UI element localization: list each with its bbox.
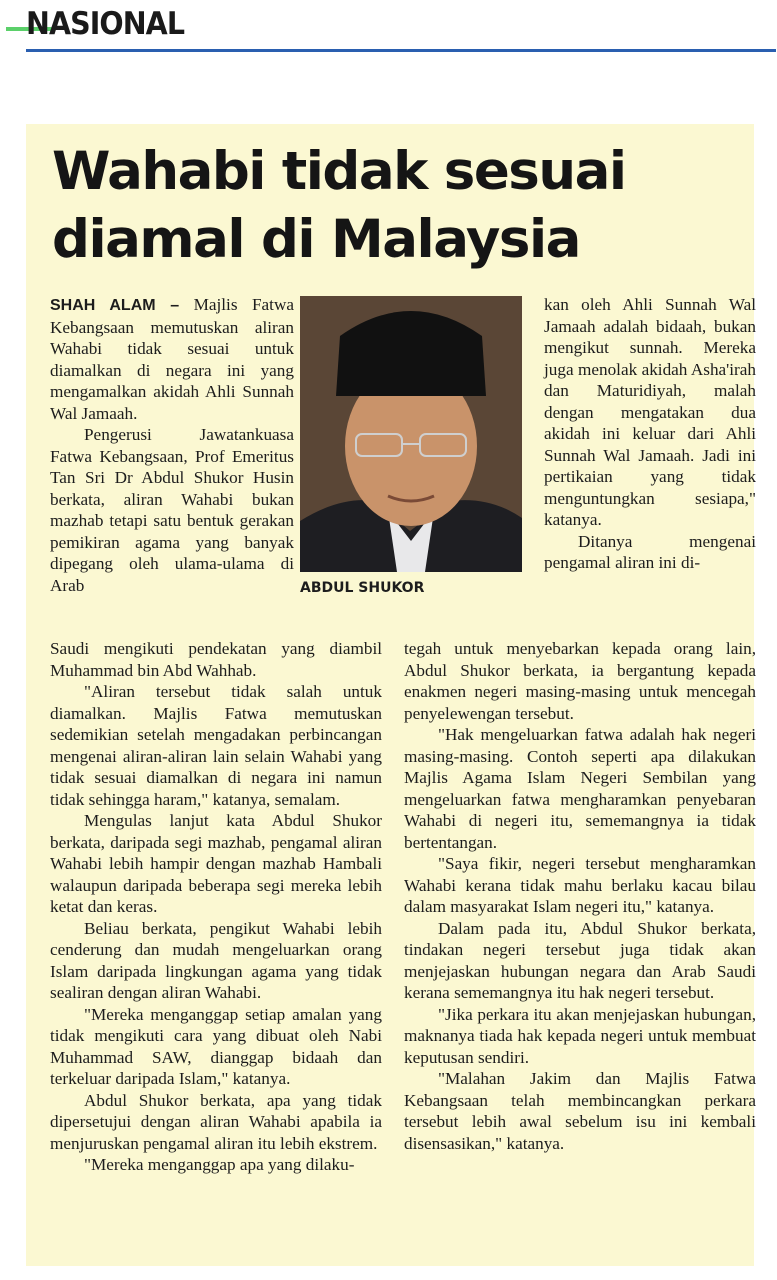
paragraph: Beliau berkata, pengikut Wahabi lebih cenderung dan mudah mengeluarkan orang Islam daripada lingkungan agama yang tidak sealiran dengan aliran Wahabi.	[50, 918, 382, 1002]
headline: Wahabi tidak sesuai diamal di Malaysia	[52, 141, 626, 270]
paragraph: Ditanya mengenai pengamal aliran ini di-	[544, 531, 756, 572]
paragraph: Abdul Shukor berkata, apa yang tidak dipersetujui dengan aliran Wahabi apabila ia menjuruskan pengamal aliran itu lebih ekstrem.	[50, 1090, 382, 1153]
paragraph: "Jika perkara itu akan menjejaskan hubungan, maknanya tiada hak kepada negeri untuk membuat keputusan sendiri.	[404, 1004, 756, 1067]
paragraph: Dalam pada itu, Abdul Shukor berkata, tindakan negeri tersebut juga tidak akan menjejaskan hubungan negara dan Arab Saudi kerana sememangnya itu hak negeri tersebut.	[404, 918, 756, 1002]
paragraph-text: Majlis Fatwa Kebangsaan memutuskan aliran Wahabi tidak sesuai untuk diamalkan di negara ini yang mengamalkan akidah Ahli Sunnah Wal Jamaah.	[50, 295, 294, 423]
article	[26, 124, 754, 1266]
portrait-photo	[300, 296, 522, 572]
paragraph: kan oleh Ahli Sunnah Wal Jamaah adalah bidaah, bukan mengikut sunnah. Mereka juga menolak akidah Asha'irah dan Maturidiyah, malah dengan mengatakan dua akidah ini keluar dari Ahli Sunnah Wal Jamaah. Jadi ini pertikaian yang tidak menguntungkan sesiapa," katanya.	[544, 295, 756, 529]
paragraph: Mengulas lanjut kata Abdul Shukor berkata, daripada segi mazhab, pengamal aliran Wahabi lebih hampir dengan mazhab Hambali walaupun daripada beberapa segi mereka lebih ketat dan keras.	[50, 811, 382, 916]
paragraph	[50, 294, 294, 424]
portrait-illustration	[300, 296, 522, 572]
section-rule	[26, 49, 776, 52]
paragraph: "Hak mengeluarkan fatwa adalah hak negeri masing-masing. Contoh seperti apa dilakukan Majlis Agama Islam Negeri Sembilan yang mengeluarkan fatwa mengharamkan penyebaran Wahabi di negeri itu, sememangnya ia tidak bertentangan.	[404, 725, 756, 852]
paragraph: "Mereka menganggap setiap amalan yang tidak mengikuti cara yang dibuat oleh Nabi Muhammad SAW, dianggap bidaah dan terkeluar daripada Islam," katanya.	[50, 1004, 382, 1088]
section-header	[26, 6, 776, 58]
photo-caption: ABDUL SHUKOR	[300, 580, 425, 596]
column-left-bottom	[50, 638, 382, 1176]
dateline: SHAH ALAM –	[50, 297, 180, 314]
column-right-top	[544, 294, 756, 574]
column-left-top	[50, 294, 294, 596]
paragraph: "Saya fikir, negeri tersebut mengharamkan Wahabi kerana tidak mahu berlaku kacau bilau dalam masyarakat Islam negeri itu," katanya.	[404, 854, 756, 916]
paragraph: Saudi mengikuti pendekatan yang diambil Muhammad bin Abd Wahhab.	[50, 639, 382, 680]
paragraph: "Aliran tersebut tidak salah untuk diamalkan. Majlis Fatwa memutuskan sedemikian setelah mengadakan perbincangan mengenai aliran-aliran lain selain Wahabi yang tidak sesuai diamalkan di negara ini namun tidak sehingga haram," katanya, semalam.	[50, 682, 382, 809]
paragraph: "Malahan Jakim dan Majlis Fatwa Kebangsaan telah membincangkan perkara tersebut lebih awal sebelum isu ini kembali disensasikan," katanya.	[404, 1069, 756, 1153]
column-right-bottom	[404, 638, 756, 1154]
paragraph: tegah untuk menyebarkan kepada orang lain, Abdul Shukor berkata, ia bergantung kepada enakmen negeri masing-masing untuk mencegah penyelewengan tersebut.	[404, 639, 756, 723]
paragraph: Pengerusi Jawatankuasa Fatwa Kebangsaan, Prof Emeritus Tan Sri Dr Abdul Shukor Husin berkata, aliran Wahabi bukan mazhab tetapi satu bentuk gerakan pemikiran agama yang banyak dipegang oleh ulama-ulama di Arab	[50, 425, 294, 595]
paragraph: "Mereka menganggap apa yang dilaku-	[84, 1155, 355, 1174]
section-label: NASIONAL	[26, 6, 185, 42]
